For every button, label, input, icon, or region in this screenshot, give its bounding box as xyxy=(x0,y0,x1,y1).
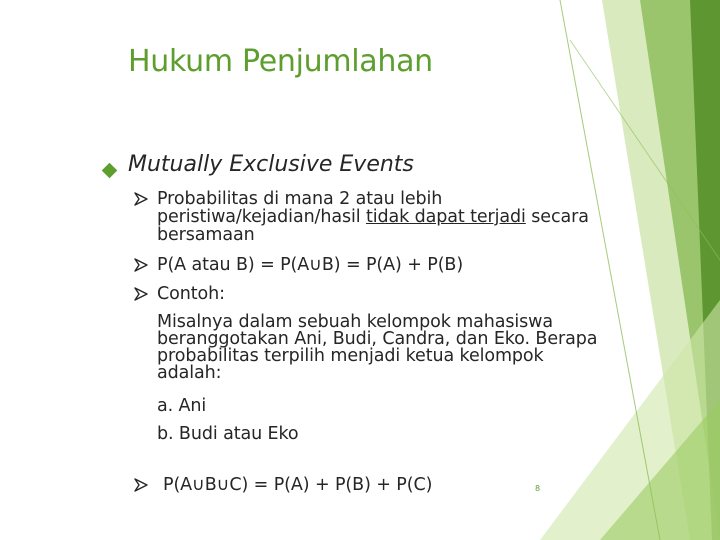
bullet3-para-line1: Misalnya dalam sebuah kelompok mahasiswa xyxy=(157,312,554,332)
page-number: 8 xyxy=(535,484,541,493)
arrow-bullet-icon xyxy=(134,287,148,301)
bullet1-line1: Probabilitas di mana 2 atau lebih xyxy=(157,189,443,209)
bullet1-line3: bersamaan xyxy=(157,225,255,245)
bullet3-item-b: b. Budi atau Eko xyxy=(157,424,299,444)
bullet3-para-line4: adalah: xyxy=(157,363,222,383)
bullet2-formula: P(A atau B) = P(A∪B) = P(A) + P(B) xyxy=(157,255,464,275)
heading-bullet xyxy=(104,157,115,176)
bullet3-label: Contoh: xyxy=(157,284,225,304)
bullet4-formula: P(A∪B∪C) = P(A) + P(B) + P(C) xyxy=(163,475,433,495)
bullet3-para-line2: beranggotakan Ani, Budi, Candra, dan Eko. Berapa xyxy=(157,329,598,349)
bullet1-line2-pre: peristiwa/kejadian/hasil xyxy=(157,207,366,227)
slide-title: Hukum Penjumlahan xyxy=(128,44,433,79)
bullet3-item-a: a. Ani xyxy=(157,396,207,416)
arrow-bullet-icon xyxy=(134,192,148,206)
bullet3-para-line3: probabilitas terpilih menjadi ketua kelompok xyxy=(157,346,544,366)
diamond-bullet-icon xyxy=(102,163,118,179)
bullet1-line2 xyxy=(157,209,589,226)
section-heading: Mutually Exclusive Events xyxy=(128,152,414,177)
arrow-bullet-icon xyxy=(134,478,148,492)
bullet1-line2-post: secara xyxy=(525,207,589,227)
bullet1-underlined-text: tidak dapat terjadi xyxy=(365,207,526,227)
arrow-bullet-icon xyxy=(134,258,148,272)
